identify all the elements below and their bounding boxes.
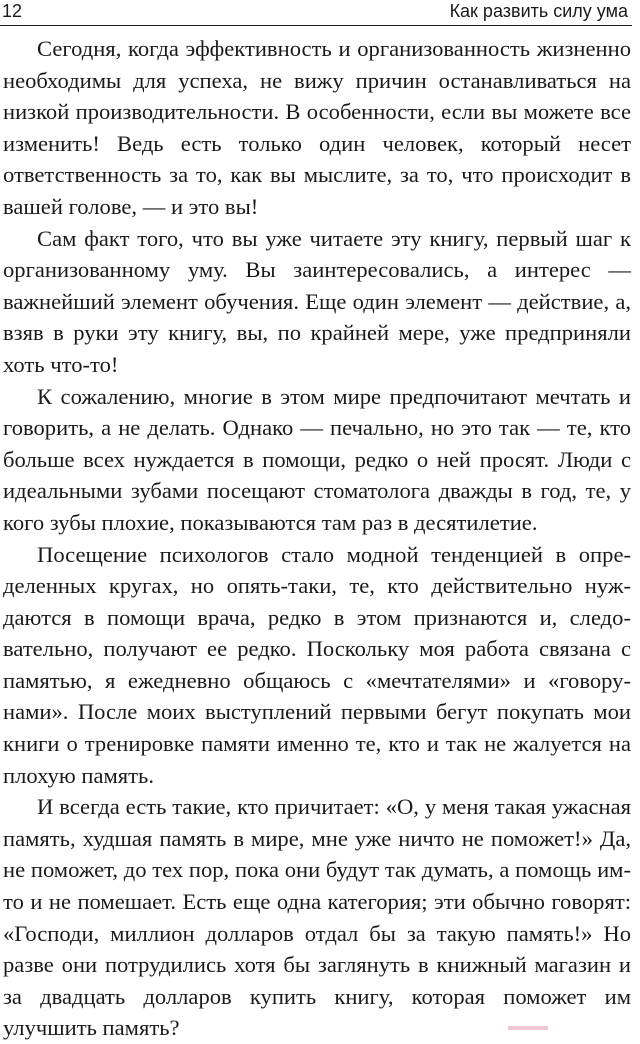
- paragraph: Посещение психологов стало модной тенденцией в определенных кругах, но опять-таки, те, кто действительно нуждаются в помощи врача, редко в этом признаются и, следовательно, получают ее редко. Поскольку моя работа связана с памятью, я ежедневно общаюсь с «мечтателями» и «говорунами». После моих выступлений первыми бегут покупать мои книги о тренировке памяти именно те, кто и так не жалуется на плохую память.: [3, 541, 631, 788]
- scan-mark: [508, 1026, 548, 1030]
- header-rule: [0, 25, 632, 26]
- paragraph: К сожалению, многие в этом мире предпочитают мечтать и говорить, а не делать. Однако — печально, но это так — те, кто больше всех нуждается в помощи, редко о ней просят. Люди с идеальными зубами посещают стоматолога дважды в год, те, у кого зубы плохие, показываются там раз в десятилетие.: [3, 383, 631, 535]
- body-text: [3, 33, 631, 1044]
- page-number: 12: [2, 1, 23, 21]
- paragraph: Сам факт того, что вы уже читаете эту книгу, первый шаг к организованному уму. Вы заинтересовались, а интерес — важнейший элемент обучения. Еще один элемент — действие, а, взяв в руки эту книгу, вы, по крайней мере, уже предприняли хоть что-то!: [3, 225, 631, 377]
- running-title: Как развить силу ума: [449, 1, 628, 21]
- paragraph: И всегда есть такие, кто причитает: «О, у меня такая ужасная память, худшая память в мире, мне уже ничто не поможет!» Да, не поможет, до тех пор, пока они будут так думать, а помощь им-то и не помешает. Есть еще одна категория; эти обычно говорят: «Господи, миллион долларов отдал бы за такую память!» Но разве они потрудились хотя бы заглянуть в книжный магазин и за двадцать долларов купить книгу, которая поможет им улучшить память?: [3, 794, 631, 1041]
- paragraph: Сегодня, когда эффективность и организованность жизненно необходимы для успеха, не вижу причин останавливаться на низкой производительности. В особенности, если вы можете все изменить! Ведь есть только один человек, который несет ответственность за то, как вы мыслите, за то, что происходит в вашей голове, — и это вы!: [3, 36, 631, 219]
- page-header: [0, 0, 628, 24]
